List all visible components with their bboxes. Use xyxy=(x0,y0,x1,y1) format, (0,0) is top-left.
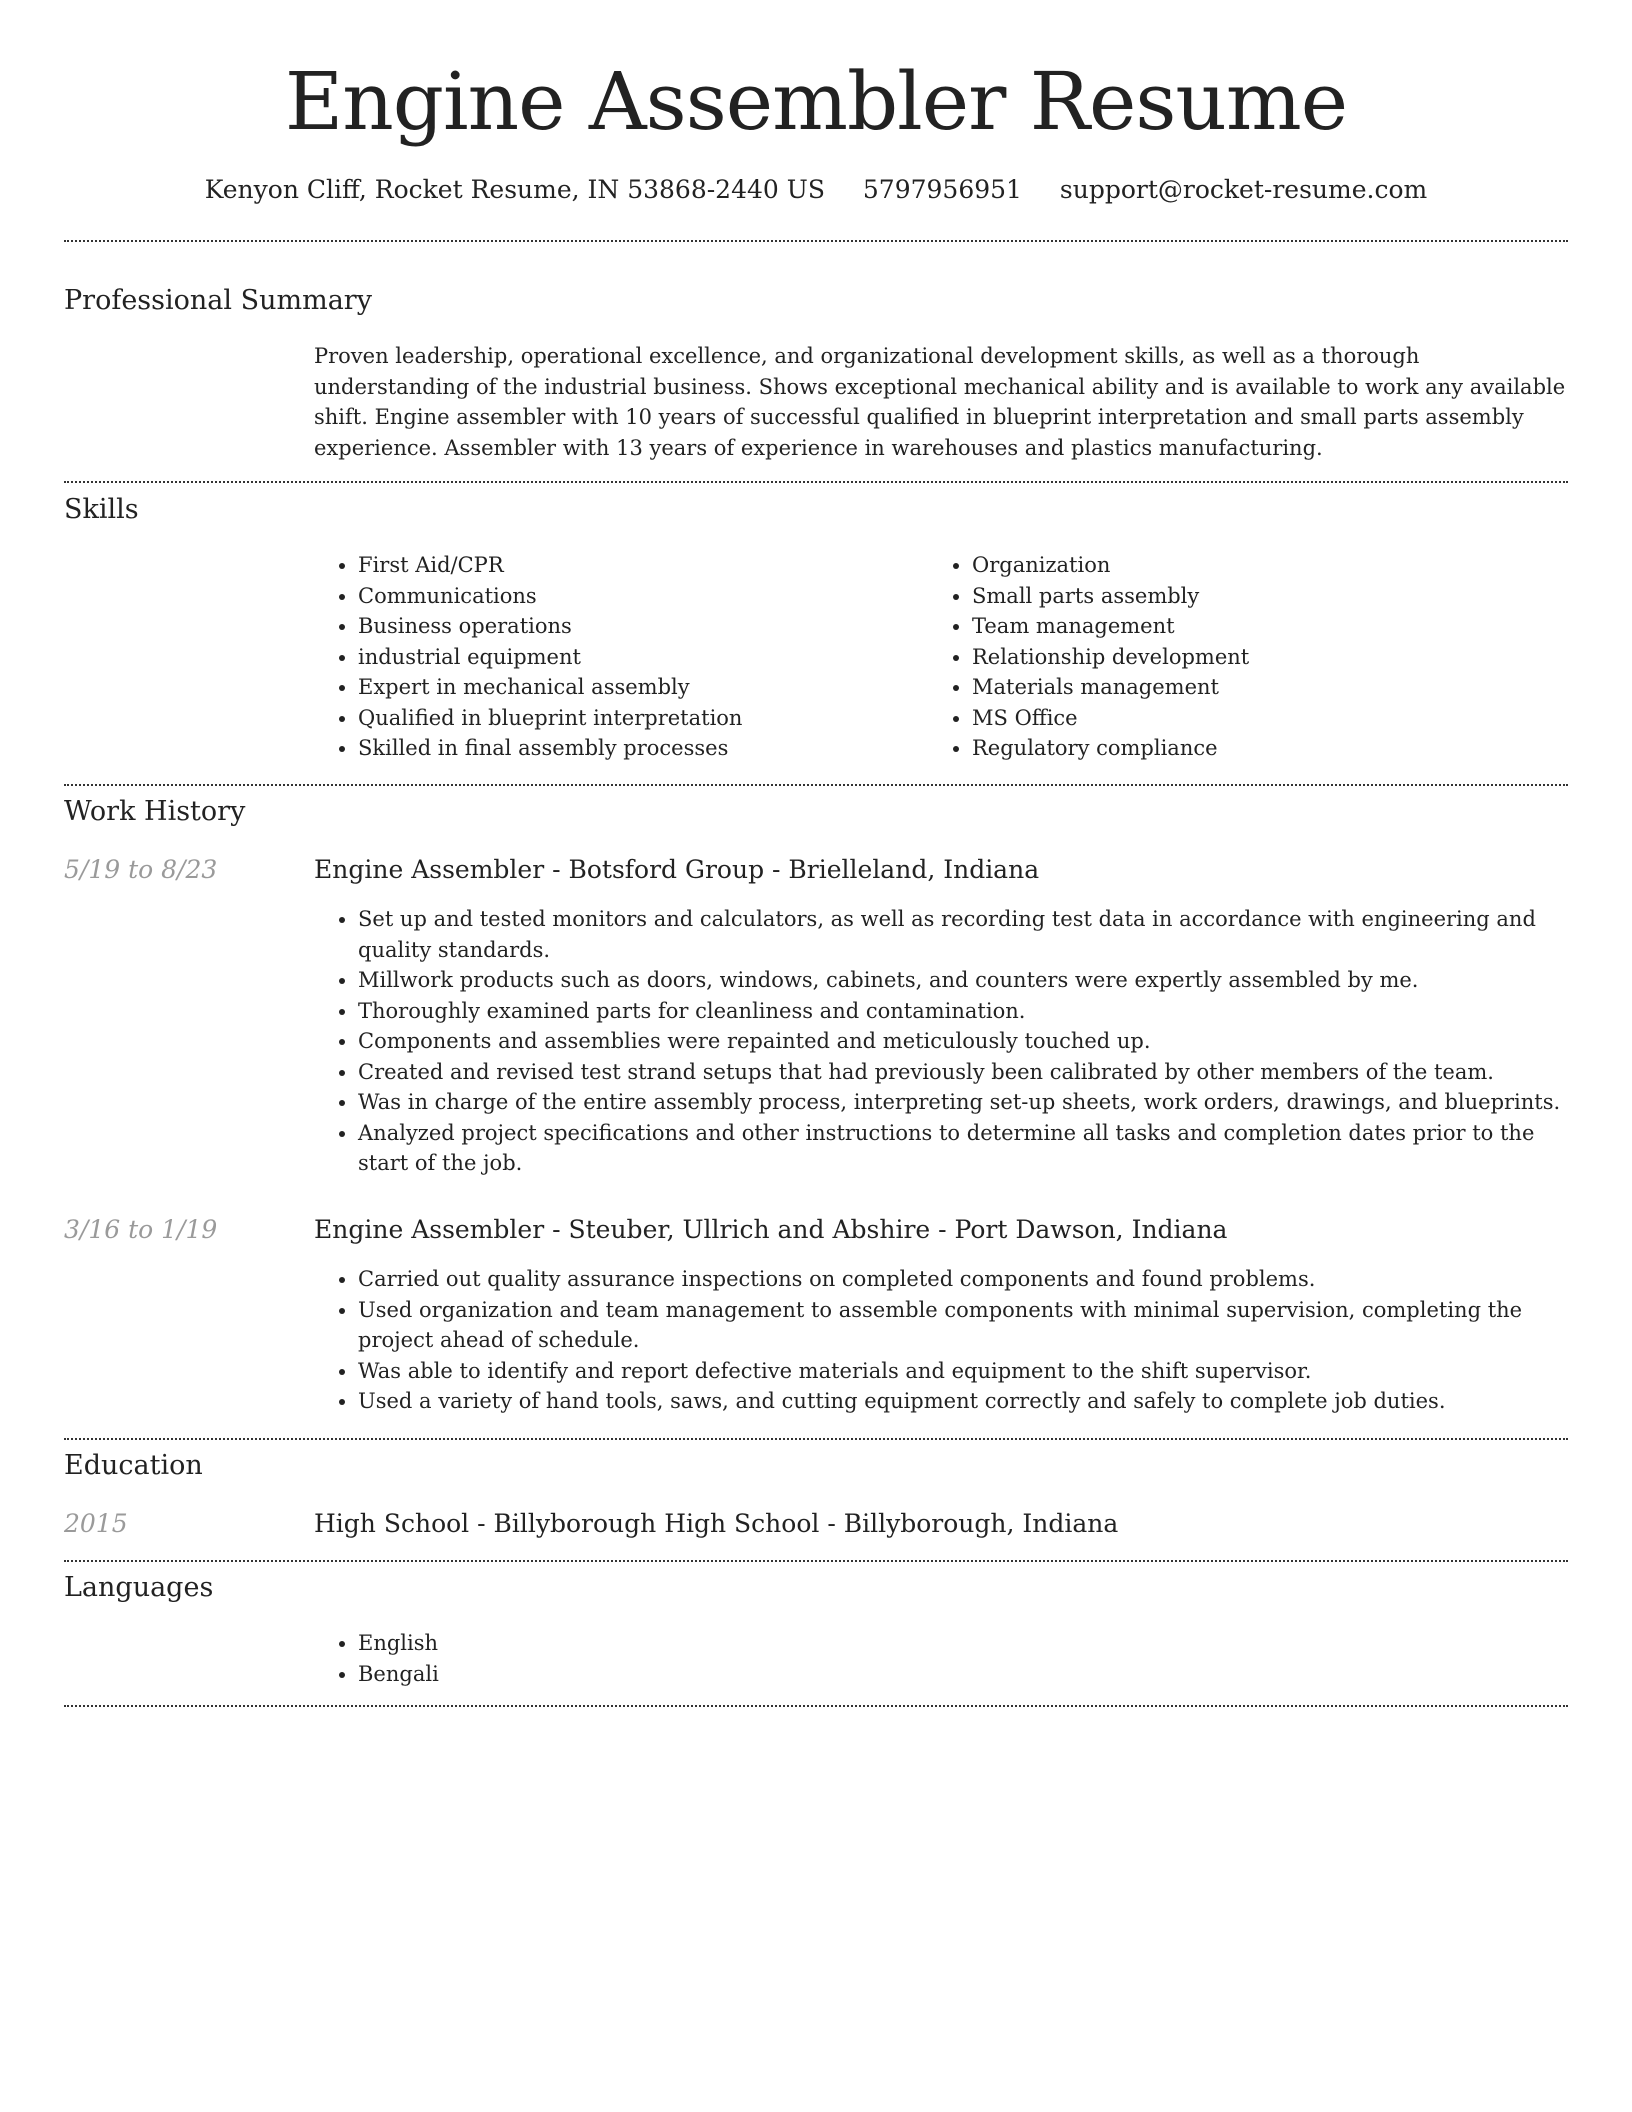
section-title-work-history: Work History xyxy=(64,796,246,827)
job-bullet: • Carried out quality assurance inspections on completed components and found problems. xyxy=(358,1264,1568,1295)
section-title-summary: Professional Summary xyxy=(64,285,372,316)
education-heading: High School - Billyborough High School - Billyborough, Indiana xyxy=(314,1509,1119,1538)
job-bullets xyxy=(314,904,1568,1179)
job-bullet: • Set up and tested monitors and calculators, as well as recording test data in accordance with engineering and quality standards. xyxy=(358,904,1568,965)
job-bullet: • Used a variety of hand tools, saws, and cutting equipment correctly and safely to complete job duties. xyxy=(358,1386,1568,1417)
skills-column-right xyxy=(928,550,1548,764)
divider xyxy=(64,784,1568,786)
divider xyxy=(64,1560,1568,1562)
language-item: • English xyxy=(358,1628,914,1659)
job-bullet: • Components and assemblies were repainted and meticulously touched up. xyxy=(358,1026,1568,1057)
job-bullets xyxy=(314,1264,1568,1417)
skill-item: • Qualified in blueprint interpretation xyxy=(358,703,914,734)
skill-item: • Small parts assembly xyxy=(972,581,1548,612)
summary-text: Proven leadership, operational excellence, and organizational development skills, as well as a thorough understanding of the industrial business. Shows exceptional mechanical ability and is available to work any available shift. Engine assembler with 10 years of successful qualified in blueprint interpretation and small parts assembly experience. Assembler with 13 years of experience in warehouses and plastics manufacturing. xyxy=(314,344,1566,460)
skill-item: • First Aid/CPR xyxy=(358,550,914,581)
skill-item: • Communications xyxy=(358,581,914,612)
job-dates: 3/16 to 1/19 xyxy=(64,1215,218,1244)
divider xyxy=(64,1438,1568,1440)
languages-list xyxy=(314,1628,914,1689)
languages-list-container xyxy=(314,1628,914,1689)
job-bullet-list xyxy=(314,904,1568,1179)
divider xyxy=(64,1705,1568,1707)
job-bullet: • Created and revised test strand setups that had previously been calibrated by other members of the team. xyxy=(358,1057,1568,1088)
skill-item: • Relationship development xyxy=(972,642,1548,673)
job-heading: Engine Assembler - Steuber, Ullrich and Abshire - Port Dawson, Indiana xyxy=(314,1215,1228,1244)
job-heading: Engine Assembler - Botsford Group - Brielleland, Indiana xyxy=(314,855,1040,884)
contact-line xyxy=(0,172,1632,208)
skills-list-left xyxy=(314,550,914,764)
contact-phone: 5797956951 xyxy=(862,175,1022,204)
section-title-languages: Languages xyxy=(64,1572,214,1603)
skill-item: • Materials management xyxy=(972,672,1548,703)
contact-email: support@rocket-resume.com xyxy=(1059,175,1428,204)
divider xyxy=(64,481,1568,483)
skills-list-right xyxy=(928,550,1548,764)
contact-address: Kenyon Cliff, Rocket Resume, IN 53868-2440 US xyxy=(204,175,825,204)
skill-item: • Team management xyxy=(972,611,1548,642)
education-year: 2015 xyxy=(64,1509,128,1538)
job-bullet-list xyxy=(314,1264,1568,1417)
section-title-education: Education xyxy=(64,1450,203,1481)
job-bullet: • Was in charge of the entire assembly process, interpreting set-up sheets, work orders, drawings, and blueprints. xyxy=(358,1087,1568,1118)
job-bullet: • Analyzed project specifications and other instructions to determine all tasks and completion dates prior to the start of the job. xyxy=(358,1118,1568,1179)
job-bullet: • Millwork products such as doors, windows, cabinets, and counters were expertly assembled by me. xyxy=(358,965,1568,996)
job-bullet: • Used organization and team management to assemble components with minimal supervision, completing the project ahead of schedule. xyxy=(358,1295,1568,1356)
skill-item: • Regulatory compliance xyxy=(972,733,1548,764)
language-item: • Bengali xyxy=(358,1659,914,1690)
section-title-skills: Skills xyxy=(64,494,139,525)
skill-item: • Skilled in final assembly processes xyxy=(358,733,914,764)
skill-item: • industrial equipment xyxy=(358,642,914,673)
skill-item: • Expert in mechanical assembly xyxy=(358,672,914,703)
job-dates: 5/19 to 8/23 xyxy=(64,855,218,884)
divider xyxy=(64,240,1568,242)
skill-item: • MS Office xyxy=(972,703,1548,734)
job-bullet: • Was able to identify and report defective materials and equipment to the shift supervisor. xyxy=(358,1356,1568,1387)
resume-title: Engine Assembler Resume xyxy=(284,55,1348,148)
skill-item: • Business operations xyxy=(358,611,914,642)
job-bullet: • Thoroughly examined parts for cleanliness and contamination. xyxy=(358,996,1568,1027)
skill-item: • Organization xyxy=(972,550,1548,581)
skills-column-left xyxy=(314,550,914,764)
